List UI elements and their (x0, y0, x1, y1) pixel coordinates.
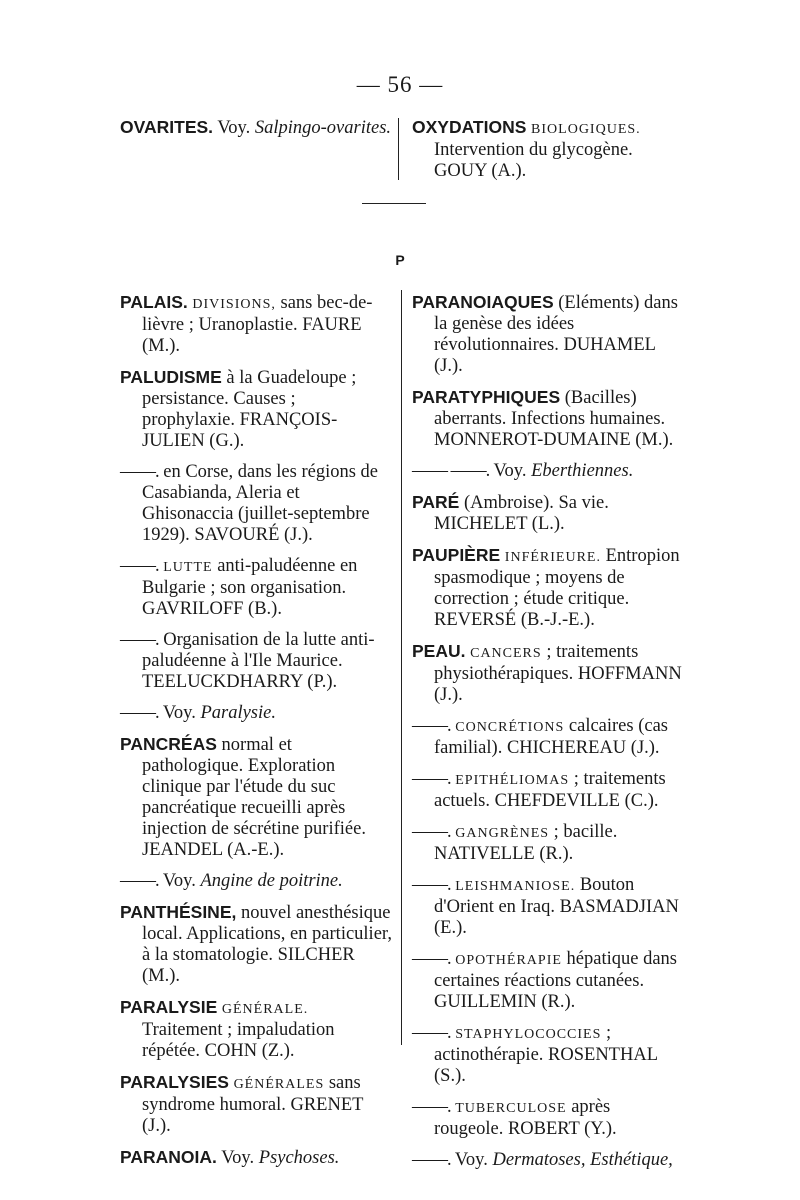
entry-subheading: INFÉRIEURE. (504, 550, 601, 565)
entry-text: Voy. (221, 1148, 255, 1168)
entry-headword: PARATYPHIQUES (412, 387, 561, 407)
entry-crossref: Salpingo-ovarites. (254, 118, 392, 138)
entry-dash: ——. (412, 1150, 451, 1170)
entry-headword: PARANOIA. (120, 1147, 217, 1167)
index-entry (120, 997, 392, 1062)
entry-dash: —— ——. (412, 461, 490, 481)
entry-text: après rougeole. ROBERT (Y.). (434, 1097, 617, 1139)
entry-subheading: EPITHÉLIOMAS (455, 773, 570, 788)
entry-dash: ——. (120, 556, 159, 576)
index-entry (120, 630, 392, 693)
entry-headword: PARANOIAQUES (412, 292, 554, 312)
entry-text: normal et pathologique. Exploration clinique par l'étude du suc pancréatique recueilli après injection de sécrétine purifiée. JEANDEL (A.-E.). (142, 735, 366, 860)
entry-text: (Eléments) dans la genèse des idées révolutionnaires. DUHAMEL (J.). (434, 293, 678, 376)
entry-dash: ——. (412, 716, 451, 736)
entry-subheading: TUBERCULOSE (455, 1101, 567, 1116)
index-entry (412, 949, 684, 1013)
entry-headword: PALAIS. (120, 292, 188, 312)
entry-dash: ——. (412, 769, 451, 789)
entry-subheading: GANGRÈNES (455, 826, 550, 841)
entry-headword: PANTHÉSINE, (120, 902, 237, 922)
entry-text: sans bec-de-lièvre ; Uranoplastie. FAURE (M.). (142, 293, 373, 356)
entry-text: Voy. (217, 118, 251, 138)
entry-headword: PANCRÉAS (120, 734, 217, 754)
index-entry (120, 462, 392, 546)
entry-text: en Corse, dans les régions de Casabianda, Aleria et Ghisonaccia (juillet-septembre 1929). SAVOURÉ (J.). (142, 462, 379, 545)
index-entry (412, 292, 684, 377)
entry-dash: ——. (412, 1023, 451, 1043)
index-entry (120, 871, 392, 892)
entry-text: Organisation de la lutte anti-paludéenne à l'Ile Maurice. TEELUCKDHARRY (P.). (142, 630, 375, 692)
entry-dash: ——. (412, 875, 451, 895)
entry-text: (Bacilles) aberrants. Infections humaines. MONNEROT-DUMAINE (M.). (434, 388, 674, 450)
entry-subheading: LUTTE (163, 560, 213, 575)
index-entry (412, 716, 684, 759)
entry-text: hépatique dans certaines réactions cutanées. GUILLEMIN (R.). (434, 949, 677, 1012)
entry-headword: PARALYSIES (120, 1072, 229, 1092)
entry-text: anti-paludéenne en Bulgarie ; son organisation. GAVRILOFF (B.). (142, 556, 358, 619)
entry-text: Voy. (493, 461, 527, 481)
entry-text: Voy. (162, 871, 196, 891)
entry-subheading: OPOTHÉRAPIE (455, 953, 562, 968)
index-entry (120, 734, 392, 861)
entry-headword: PAUPIÈRE (412, 545, 501, 565)
entry-subheading: CANCERS (470, 646, 542, 661)
index-entry (120, 703, 392, 724)
index-entry (120, 292, 392, 357)
top-right-column (412, 117, 684, 192)
entry-text: ; traitements actuels. CHEFDEVILLE (C.). (434, 769, 666, 811)
index-entry (412, 769, 684, 812)
entry-subheading: CONCRÉTIONS (455, 720, 565, 735)
entry-text: Bouton d'Orient en Iraq. BASMADJIAN (E.). (434, 875, 679, 938)
entry-text: ; actinothérapie. ROSENTHAL (S.). (434, 1023, 658, 1086)
entry-crossref: Angine de poitrine. (200, 871, 343, 891)
index-entry (412, 1023, 684, 1087)
entry-dash: ——. (120, 703, 159, 723)
index-entry (120, 902, 392, 987)
index-entry (412, 461, 684, 482)
entry-text: nouvel anesthésique local. Applications, en particulier, à la stomatologie. SILCHER (M.). (142, 903, 392, 986)
index-entry (120, 117, 392, 139)
index-entry (120, 1147, 392, 1169)
entry-text: Traitement ; impaludation répétée. COHN (Z.). (142, 1020, 335, 1061)
entry-headword: OXYDATIONS (412, 117, 527, 137)
entry-crossref: Dermatoses, Esthétique, (492, 1150, 673, 1170)
entry-headword: PEAU. (412, 641, 466, 661)
index-entry (412, 492, 684, 535)
entry-dash: ——. (412, 822, 451, 842)
entry-text: Entropion spasmodique ; moyens de correction ; étude critique. REVERSÉ (B.-J.-E.). (434, 546, 680, 630)
index-entry (120, 367, 392, 452)
entry-subheading: GÉNÉRALES (233, 1077, 325, 1092)
index-entry (412, 545, 684, 631)
entry-dash: ——. (120, 871, 159, 891)
page-number: — 56 — (356, 72, 444, 97)
entry-headword: PARALYSIE (120, 997, 218, 1017)
entry-text: à la Guadeloupe ; persistance. Causes ; prophylaxie. FRANÇOIS-JULIEN (G.). (142, 368, 357, 451)
index-entry (412, 641, 684, 706)
entry-headword: OVARITES. (120, 117, 214, 137)
section-letter: P (395, 252, 405, 268)
index-entry (412, 1097, 684, 1140)
top-column-divider (398, 118, 399, 180)
entry-headword: PALUDISME (120, 367, 222, 387)
entry-dash: ——. (120, 462, 159, 482)
column-divider (401, 290, 402, 1045)
entry-subheading: STAPHYLOCOCCIES (455, 1027, 602, 1042)
index-entry (120, 556, 392, 620)
entry-headword: PARÉ (412, 492, 460, 512)
index-entry (412, 1150, 684, 1171)
entry-text: calcaires (cas familial). CHICHEREAU (J.). (434, 716, 668, 758)
entry-text: Voy. (162, 703, 196, 723)
entry-text: Intervention du glycogène. GOUY (A.). (434, 140, 633, 181)
top-left-column (120, 117, 392, 149)
entry-text: ; bacille. NATIVELLE (R.). (434, 822, 618, 864)
index-entry (412, 117, 684, 182)
entry-subheading: BIOLOGIQUES. (531, 122, 641, 137)
entry-text: Voy. (454, 1150, 488, 1170)
index-entry (412, 822, 684, 865)
index-entry (120, 1072, 392, 1137)
entry-crossref: Psychoses. (258, 1148, 340, 1168)
right-column (412, 292, 684, 1181)
left-column (120, 292, 392, 1179)
entry-dash: ——. (412, 1097, 451, 1117)
entry-crossref: Paralysie. (200, 703, 276, 723)
entry-subheading: DIVISIONS, (192, 297, 276, 312)
entry-text: sans syndrome humoral. GRENET (J.). (142, 1073, 364, 1136)
entry-subheading: GÉNÉRALE. (221, 1002, 309, 1017)
entry-crossref: Eberthiennes. (531, 461, 634, 481)
entry-dash: ——. (412, 949, 451, 969)
index-entry (412, 875, 684, 939)
entry-text: (Ambroise). Sa vie. MICHELET (L.). (434, 493, 609, 534)
section-divider (362, 203, 426, 204)
index-entry (412, 387, 684, 451)
entry-dash: ——. (120, 630, 159, 650)
entry-subheading: LEISHMANIOSE. (455, 879, 576, 894)
entry-text: ; traitements physiothérapiques. HOFFMANN (J.). (434, 642, 682, 705)
